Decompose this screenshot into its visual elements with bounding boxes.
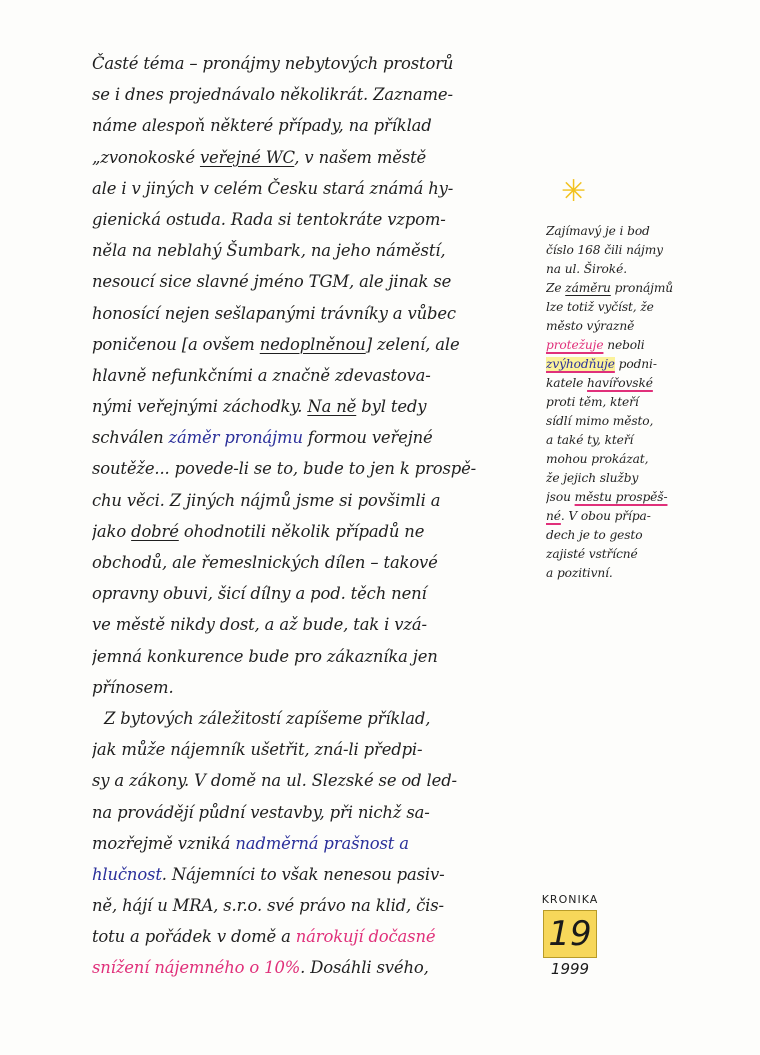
text-line bbox=[92, 921, 538, 952]
text-line: honosící nejen sešlapanými trávníky a vůbec bbox=[92, 303, 456, 323]
text-line: ale i v jiných v celém Česku stará známá hy- bbox=[92, 178, 454, 198]
underlined-phrase: veřejné WC bbox=[199, 147, 295, 167]
text-fragment: totu a pořádek v domě a bbox=[92, 927, 296, 947]
note-line bbox=[546, 488, 716, 507]
note-line: město výrazně bbox=[546, 319, 635, 333]
underlined-phrase: Na ně bbox=[307, 397, 357, 417]
text-fragment: , v našem městě bbox=[294, 147, 427, 167]
text-line: Časté téma – pronájmy nebytových prostorů bbox=[92, 54, 454, 73]
text-line: sy a zákony. V domě na ul. Slezské se od led- bbox=[92, 771, 457, 791]
text-fragment: podni- bbox=[614, 357, 657, 371]
note-line: proti těm, kteří bbox=[546, 395, 639, 409]
text-fragment: . V obou přípa- bbox=[560, 509, 651, 523]
text-line: Z bytových záležitostí zapíšeme příklad, bbox=[104, 708, 431, 728]
blue-ink-phrase: záměr pronájmu bbox=[168, 428, 303, 448]
text-fragment: schválen bbox=[92, 428, 169, 448]
page-number: 19 bbox=[548, 914, 592, 954]
text-fragment: poničenou [a ovšem bbox=[92, 334, 260, 354]
text-fragment: neboli bbox=[603, 338, 645, 352]
underlined-phrase: havířovské bbox=[587, 376, 653, 390]
underlined-phrase: záměru bbox=[565, 281, 611, 295]
text-fragment: jsou bbox=[546, 490, 575, 504]
text-fragment: mozřejmě vzniká bbox=[92, 833, 236, 853]
text-line: něla na neblahý Šumbark, na jeho náměstí, bbox=[92, 241, 446, 261]
note-line: mohou prokázat, bbox=[546, 452, 649, 466]
text-fragment: formou veřejné bbox=[302, 428, 433, 448]
text-line: chu věci. Z jiných nájmů jsme si povšimli a bbox=[92, 490, 441, 510]
note-line: na ul. Široké. bbox=[546, 262, 627, 276]
note-line bbox=[546, 507, 716, 526]
text-fragment: nými veřejnými záchodky. bbox=[92, 397, 308, 417]
main-text-column bbox=[92, 48, 538, 984]
side-note bbox=[546, 222, 716, 583]
text-fragment: Ze bbox=[546, 281, 566, 295]
note-line bbox=[546, 279, 716, 298]
text-fragment: pronájmů bbox=[610, 281, 674, 295]
blue-ink-phrase: nadměrná prašnost a bbox=[235, 833, 409, 853]
text-fragment: byl tedy bbox=[356, 397, 427, 417]
text-fragment: . Dosáhli svého, bbox=[300, 958, 429, 978]
text-line bbox=[92, 828, 538, 859]
text-line: na provádějí půdní vestavby, při nichž sa- bbox=[92, 802, 430, 822]
underlined-phrase: dobré bbox=[131, 521, 179, 541]
text-fragment: jako bbox=[92, 521, 132, 541]
text-fragment: „zvonokoské bbox=[92, 147, 200, 167]
text-line: nesoucí sice slavné jméno TGM, ale jinak se bbox=[92, 272, 452, 292]
blue-ink-phrase: hlučnost bbox=[92, 864, 162, 884]
text-line: obchodů, ale řemeslnických dílen – takové bbox=[92, 553, 438, 572]
note-line: Zajímavý je i bod bbox=[546, 224, 650, 238]
pink-ink-phrase: nárokují dočasné bbox=[295, 927, 436, 947]
text-line: opravny obuvi, šicí dílny a pod. těch není bbox=[92, 584, 427, 604]
text-line bbox=[92, 142, 538, 173]
note-line: sídlí mimo město, bbox=[546, 414, 654, 428]
pink-ink-phrase: snížení nájemného o 10% bbox=[92, 958, 301, 978]
underlined-phrase: městu prospěš- bbox=[574, 490, 668, 504]
text-line bbox=[92, 422, 538, 453]
note-line bbox=[546, 374, 716, 393]
note-line: zajisté vstřícné bbox=[546, 547, 638, 561]
text-line: ně, hájí u MRA, s.r.o. své právo na klid, čis- bbox=[92, 896, 444, 916]
pink-ink-phrase: protežuje bbox=[546, 338, 604, 352]
text-line: se i dnes projednávalo několikrát. Zazname- bbox=[92, 85, 453, 105]
text-fragment: ] zelení, ale bbox=[365, 334, 460, 354]
note-line bbox=[546, 336, 716, 355]
chronicle-label: KRONIKA bbox=[541, 893, 599, 906]
note-line bbox=[546, 355, 716, 374]
text-line bbox=[92, 391, 538, 422]
note-line: že jejich služby bbox=[546, 471, 639, 485]
text-line bbox=[92, 952, 538, 983]
text-line bbox=[92, 859, 538, 890]
note-line: a také ty, kteří bbox=[546, 433, 634, 447]
text-fragment: katele bbox=[546, 376, 588, 390]
asterisk-icon: ✳ bbox=[561, 174, 587, 209]
page-number-box bbox=[543, 910, 597, 958]
chronicle-footer bbox=[530, 893, 610, 978]
text-line: jak může nájemník ušetřit, zná-li předpi- bbox=[92, 740, 423, 760]
text-line: ve městě nikdy dost, a až bude, tak i vzá- bbox=[92, 615, 427, 635]
year: 1999 bbox=[550, 960, 590, 978]
highlighted-phrase: zvýhodňuje bbox=[546, 357, 615, 371]
text-line bbox=[92, 516, 538, 547]
note-line: dech je to gesto bbox=[546, 528, 643, 542]
text-line bbox=[92, 329, 538, 360]
underlined-phrase: nedoplněnou bbox=[259, 334, 366, 354]
note-line: číslo 168 čili nájmy bbox=[546, 243, 663, 257]
text-fragment: ohodnotili několik případů ne bbox=[178, 521, 425, 541]
text-line: gienická ostuda. Rada si tentokráte vzpom- bbox=[92, 209, 446, 229]
text-line: náme alespoň některé případy, na příklad bbox=[92, 116, 432, 136]
text-fragment: . Nájemníci to však nenesou pasiv- bbox=[161, 864, 445, 884]
text-line: hlavně nefunkčními a značně zdevastova- bbox=[92, 365, 431, 385]
text-line: jemná konkurence bude pro zákazníka jen bbox=[92, 646, 438, 666]
underlined-phrase: né bbox=[546, 509, 561, 523]
text-line: přínosem. bbox=[92, 677, 174, 697]
note-line: lze totiž vyčíst, že bbox=[546, 300, 654, 314]
note-line: a pozitivní. bbox=[546, 566, 613, 580]
text-line: soutěže... povede-li se to, bude to jen k prospě- bbox=[92, 459, 477, 479]
